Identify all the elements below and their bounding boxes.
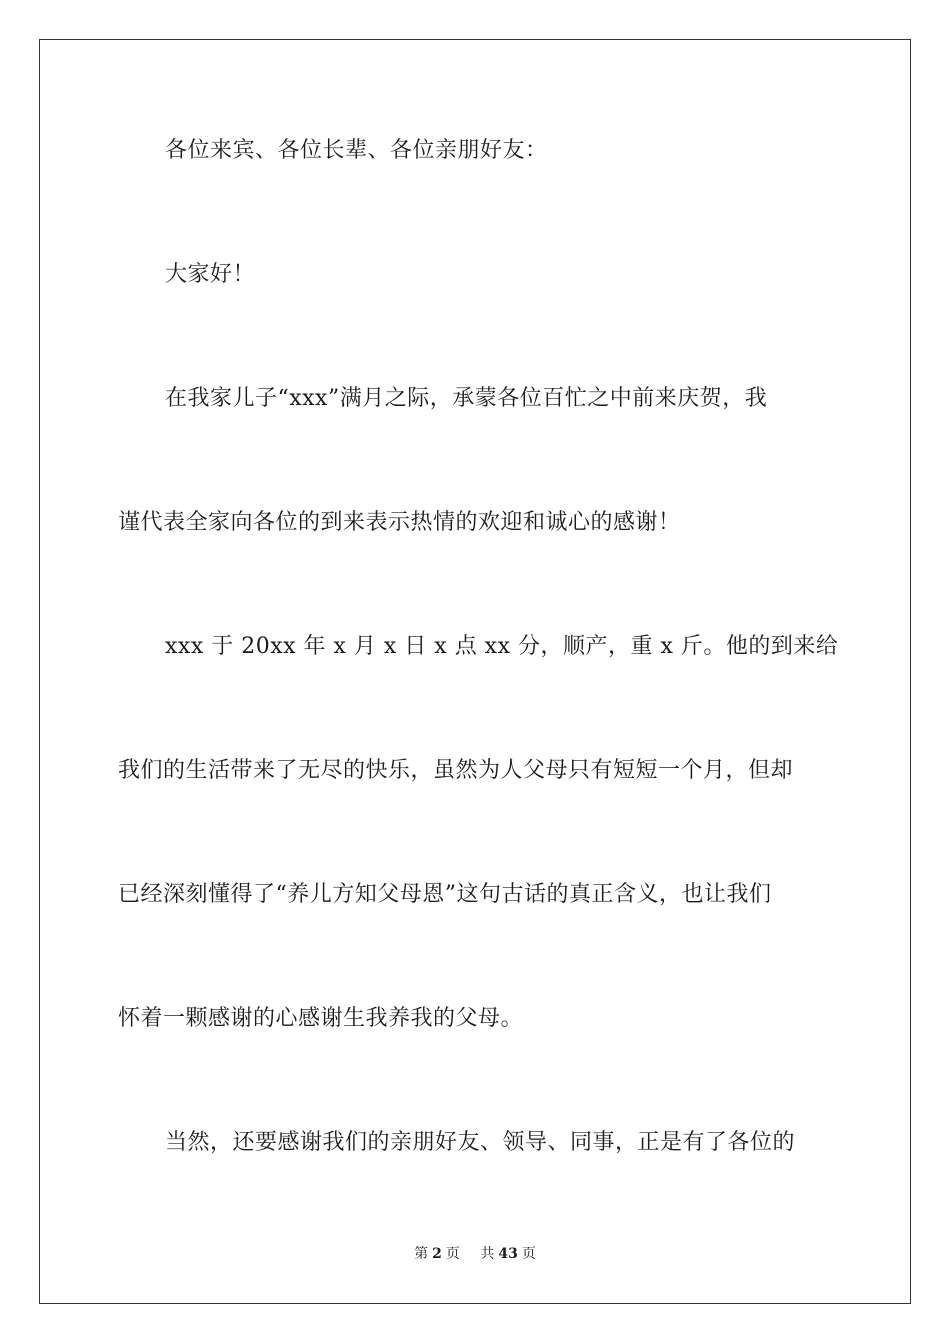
total-pages-indicator <box>476 1246 539 1262</box>
paragraph-line: 我们的生活带来了无尽的快乐，虽然为人父母只有短短一个月，但却 <box>118 758 794 783</box>
paragraph-line: 当然，还要感谢我们的亲朋好友、领导、同事，正是有了各位的 <box>165 1130 796 1155</box>
paragraph-line: 大家好！ <box>165 262 256 287</box>
paragraph-line: 各位来宾、各位长辈、各位亲朋好友： <box>165 138 548 163</box>
paragraph-line: 谨代表全家向各位的到来表示热情的欢迎和诚心的感谢！ <box>118 510 681 535</box>
paragraph-line: xxx 于 20xx 年 x 月 x 日 x 点 xx 分，顺产，重 x 斤。他的到来给 <box>165 634 839 659</box>
page-footer <box>0 1244 950 1264</box>
paragraph-line: 已经深刻懂得了“养儿方知父母恩”这句古话的真正含义，也让我们 <box>118 882 772 907</box>
page-prefix: 第 <box>414 1246 429 1262</box>
total-pages: 43 <box>498 1246 518 1262</box>
total-suffix: 页 <box>521 1246 536 1262</box>
page-suffix: 页 <box>445 1246 460 1262</box>
page-number: 2 <box>432 1246 442 1262</box>
paragraph-line: 在我家儿子“xxx”满月之际，承蒙各位百忙之中前来庆贺，我 <box>165 386 768 411</box>
paragraph-line: 怀着一颗感谢的心感谢生我养我的父母。 <box>118 1006 524 1031</box>
page-indicator <box>410 1246 464 1262</box>
page-border <box>39 39 911 1304</box>
total-prefix: 共 <box>480 1246 495 1262</box>
